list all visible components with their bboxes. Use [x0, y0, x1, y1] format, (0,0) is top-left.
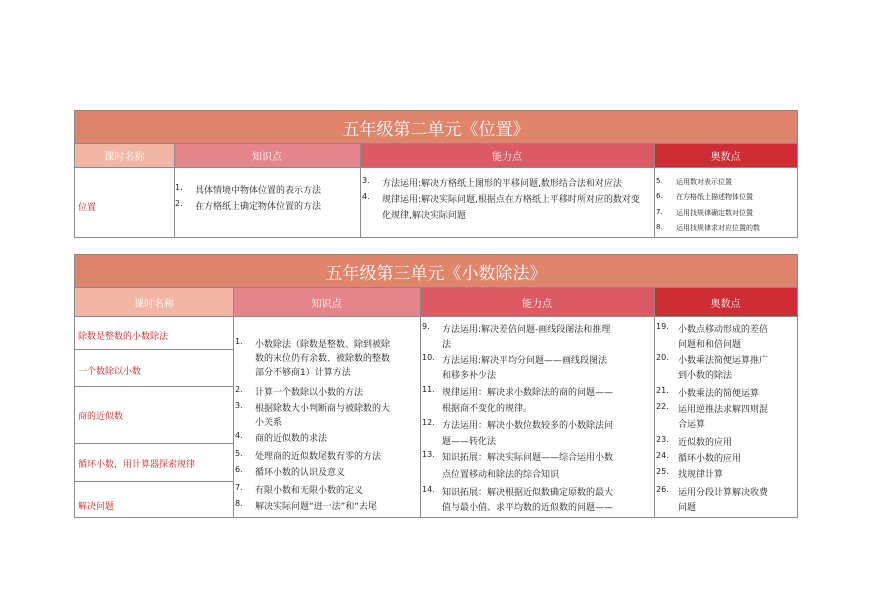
unit2-header-star: 奥数点: [654, 144, 797, 168]
item-number: 13.: [422, 450, 435, 459]
item-text: 点位置移动和除法的综合知识: [442, 470, 560, 480]
item-text: 有限小数和无限小数的定义: [255, 486, 364, 496]
item-number: 2.: [235, 385, 243, 394]
item-number: 7.: [656, 208, 663, 216]
item-text: 在方格纸上确定物体位置的方法: [195, 202, 322, 212]
list-item: [656, 337, 741, 350]
item-number: 1.: [235, 337, 243, 346]
item-text: 循环小数的认识及意义: [255, 468, 346, 478]
list-item: [422, 418, 613, 431]
item-text: 方法运用：解决小数位数较多的小数除法问: [442, 421, 614, 431]
item-text: 问题和和倍问题: [678, 340, 742, 350]
list-item: [235, 415, 282, 428]
item-number: 3.: [235, 401, 243, 410]
item-text: 问题: [678, 503, 697, 513]
item-number: 21.: [656, 386, 669, 395]
item-number: 4.: [235, 431, 243, 440]
list-item: [175, 199, 321, 212]
unit2-title: 五年级第二单元《位置》: [75, 111, 797, 144]
item-text: 解决实际问题“进一法”和“去尾: [255, 502, 377, 512]
list-item: [656, 417, 705, 430]
item-text: 小数乘法简便运算推广: [678, 356, 769, 366]
list-item: [422, 322, 610, 335]
unit3-header-knowledge: 知识点: [233, 288, 420, 317]
item-number: 3.: [362, 176, 370, 185]
unit3-lesson-name: 解决问题: [78, 502, 115, 512]
item-text: 循环小数的应用: [678, 454, 742, 464]
unit3-row-divider: [75, 386, 233, 387]
list-item: [235, 401, 390, 414]
item-text: 方法运用:解决平均分问题——画线段图法: [442, 356, 608, 366]
list-item: [656, 386, 759, 399]
item-text: 法: [442, 340, 452, 350]
unit3-row-divider: [75, 481, 233, 482]
item-number: 5.: [235, 449, 243, 458]
list-item: [656, 177, 732, 187]
list-item: [422, 337, 451, 350]
list-item: [656, 485, 768, 498]
list-item: [362, 208, 466, 221]
item-text: 方法运用:解决差倍问题-画线段图法和推理: [442, 325, 611, 335]
item-number: 1.: [175, 183, 183, 192]
list-item: [235, 449, 381, 462]
item-text: 到小数的除法: [678, 371, 733, 381]
item-number: 7.: [235, 483, 243, 492]
unit3-lesson-name: 一个数除以小数: [78, 367, 142, 377]
item-text: 规律运用:解决实际问题,根据点在方格纸上平移时所对应的数对变: [382, 195, 640, 205]
list-item: [656, 500, 696, 513]
unit2-lesson-name: 位置: [78, 203, 97, 213]
list-item: [656, 467, 723, 480]
list-item: [656, 451, 741, 464]
item-number: 4.: [362, 192, 370, 201]
list-item: [235, 351, 390, 364]
item-number: 6.: [656, 192, 663, 200]
list-item: [656, 402, 768, 415]
list-item: [422, 467, 559, 480]
item-number: 26.: [656, 485, 669, 494]
unit3-header-star: 奥数点: [654, 288, 797, 317]
unit3-divider: [233, 288, 234, 517]
item-text: 计算一个数除以小数的方法: [255, 388, 364, 398]
item-text: 数的末位仍有余数、被除数的整数: [255, 354, 391, 364]
unit3-row-divider: [75, 443, 233, 444]
item-text: 根据除数大小判断商与被除数的大: [255, 404, 391, 414]
list-item: [656, 353, 768, 366]
list-item: [235, 365, 351, 378]
item-text: 运用数对表示位置: [676, 178, 732, 186]
item-text: 根据商不变化的规律。: [442, 404, 533, 414]
list-item: [656, 192, 753, 202]
list-item: [656, 322, 768, 335]
item-text: 近似数的应用: [678, 438, 733, 448]
unit3-row-divider: [75, 349, 233, 350]
list-item: [362, 192, 640, 205]
item-text: 小数点移动形成的差倍: [678, 325, 769, 335]
list-item: [656, 368, 732, 381]
unit3-lesson-name: 商的近似数: [78, 412, 124, 422]
item-number: 20.: [656, 353, 669, 362]
list-item: [422, 368, 496, 381]
item-text: 小数除法（除数是整数、除到被除: [255, 340, 391, 350]
item-text: 具体情境中物体位置的表示方法: [195, 186, 322, 196]
item-number: 23.: [656, 435, 669, 444]
list-item: [656, 223, 760, 233]
item-text: 处理商的近似数尾数有零的方法: [255, 452, 382, 462]
unit3-divider: [654, 288, 655, 517]
list-item: [422, 385, 613, 398]
list-item: [235, 499, 377, 512]
unit3-title: 五年级第三单元《小数除法》: [75, 255, 797, 288]
item-number: 19.: [656, 322, 669, 331]
unit2-header-ability: 能力点: [360, 144, 654, 168]
unit3-divider: [420, 288, 421, 517]
item-number: 2.: [175, 199, 183, 208]
list-item: [235, 431, 327, 444]
list-item: [422, 401, 532, 414]
item-text: 运用找规律确定数对位置: [676, 209, 753, 217]
list-item: [235, 483, 363, 496]
item-text: 规律运用：解决求小数除法的商的问题——: [442, 388, 614, 398]
item-text: 运用逆推法求解四则混: [678, 405, 769, 415]
list-item: [422, 450, 613, 463]
item-text: 知识拓展：解决根据近似数确定原数的最大: [442, 488, 614, 498]
item-text: 部分不够商1）计算方法: [255, 368, 351, 378]
unit2-divider: [654, 144, 655, 237]
item-number: 6.: [235, 465, 243, 474]
unit3-lesson-name: 循环小数，用计算器探索规律: [78, 460, 196, 470]
item-number: 9.: [422, 322, 430, 331]
item-number: 25.: [656, 467, 669, 476]
item-number: 22.: [656, 402, 669, 411]
item-number: 14.: [422, 485, 435, 494]
list-item: [422, 353, 607, 366]
item-text: 化规律,解决实际问题: [382, 211, 466, 221]
item-text: 小数乘法的简便运算: [678, 389, 760, 399]
item-text: 方法运用:解决方格纸上图形的平移问题,数形结合法和对应法: [382, 179, 622, 189]
item-text: 运用找规律求对应位置的数: [676, 224, 760, 232]
unit3-table: [74, 254, 798, 518]
list-item: [235, 465, 345, 478]
list-item: [422, 500, 613, 513]
item-number: 12.: [422, 418, 435, 427]
list-item: [362, 176, 622, 189]
item-text: 在方格纸上描述物体位置: [676, 193, 753, 201]
item-number: 8.: [656, 223, 663, 231]
item-text: 值与最小值、求平均数的近似数的问题——: [442, 503, 614, 513]
item-number: 10.: [422, 353, 435, 362]
item-number: 11.: [422, 385, 435, 394]
unit3-header-lesson: 课时名称: [75, 288, 233, 317]
list-item: [175, 183, 321, 196]
unit3-lesson-name: 除数是整数的小数除法: [78, 332, 169, 342]
item-text: 知识拓展：解决实际问题——综合运用小数: [442, 453, 614, 463]
item-number: 24.: [656, 451, 669, 460]
unit3-header-ability: 能力点: [420, 288, 654, 317]
list-item: [235, 337, 390, 350]
item-number: 5.: [656, 177, 663, 185]
item-text: 商的近似数的求法: [255, 434, 328, 444]
unit2-divider: [360, 144, 361, 237]
item-text: 找规律计算: [678, 470, 724, 480]
item-text: 合运算: [678, 420, 706, 430]
item-text: 运用分段计算解决收费: [678, 488, 769, 498]
item-text: 题——转化法: [442, 437, 497, 447]
unit2-header-lesson: 课时名称: [75, 144, 174, 168]
item-number: 8.: [235, 499, 243, 508]
item-text: 小关系: [255, 418, 283, 428]
list-item: [422, 434, 496, 447]
unit2-table: [74, 110, 798, 238]
list-item: [656, 208, 753, 218]
list-item: [235, 385, 363, 398]
list-item: [422, 485, 613, 498]
list-item: [656, 435, 732, 448]
item-text: 和移多补少法: [442, 371, 497, 381]
unit2-header-knowledge: 知识点: [174, 144, 360, 168]
